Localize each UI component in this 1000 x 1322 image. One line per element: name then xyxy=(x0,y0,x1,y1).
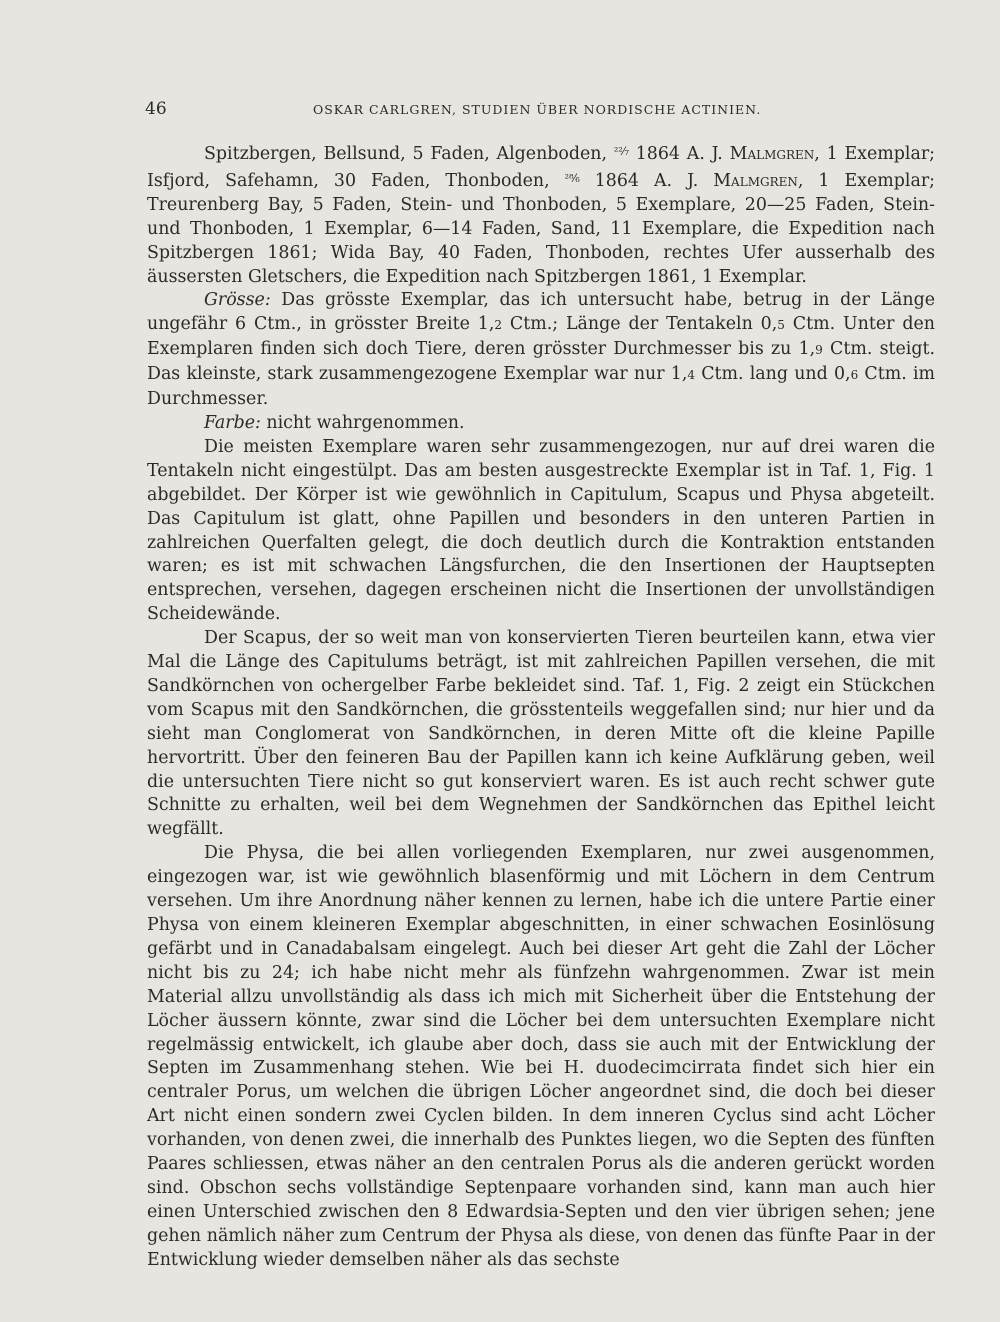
paragraph-physa: Die Physa, die bei allen vorliegenden Exemplaren, nur zwei ausgenommen, eingezogen war, ist wie gewöhnlich blasenförmig und mit Löchern in dem Centrum versehen. Um ihre Anordnung näher kennen zu lernen, habe ich die untere Partie einer Physa von einem kleineren Exemplar abgeschnitten, in einer schwachen Eosinlösung gefärbt und in Canadabalsam eingelegt. Auch bei dieser Art geht die Zahl der Löcher nicht bis zu 24; ich habe nicht mehr als fünfzehn wahrgenommen. Zwar ist mein Material allzu unvollständig als dass ich mich mit Sicherheit über die Entstehung der Löcher äussern könnte, zwar sind die Löcher bei dem untersuchten Exemplare nicht regelmässig entwickelt, ich glaube aber doch, dass sie auch mit der Entwicklung der Septen im Zusammenhang stehen. Wie bei H. duodecimcirrata findet sich hier ein centraler Porus, um welchen die übrigen Löcher angeordnet sind, die doch bei dieser Art nicht einen sondern zwei Cyclen bilden. In dem inneren Cyclus sind acht Löcher vorhanden, von denen zwei, die innerhalb des Punktes liegen, wo die Septen des fünften Paares schliessen, etwas näher an den centralen Porus als die anderen gerückt worden sind. Obschon sechs vollständige Septenpaare vorhanden sind, kann man auch hier einen Unterschied zwischen den 8 Edwardsia-Septen und den vier übrigen sehen; jene gehen nämlich näher zum Centrum der Physa als diese, von denen das fünfte Paar in der Entwicklung wieder demselben näher als das sechste xyxy=(147,843,935,1270)
author-name: Malmgren xyxy=(713,170,798,191)
paragraph-size: Grösse: Das grösste Exemplar, das ich untersucht habe, betrug in der Länge ungefähr 6 Ctm., in grösster Breite 1,2 Ctm.; Länge der Tentakeln 0,5 Ctm. Unter den Exemplaren finden sich doch Tiere, deren grösster Durchmesser bis zu 1,9 Ctm. steigt. Das kleinste, stark zusammengezogene Exemplar war nur 1,4 Ctm. lang und 0,6 Ctm. im Durchmesser. xyxy=(147,290,935,410)
section-label-color: Farbe: xyxy=(204,412,261,433)
paragraph-localities: Spitzbergen, Bellsund, 5 Faden, Algenboden, $^{^{22}⁄_7}$ 1864 A. J. Malmgren, 1 Exemplar; Isfjord, Safehamn, 30 Faden, Thonboden, $^{^{28}⁄_6}$ 1864 A. J. Malmgren, 1 Exemplar; Treurenberg Bay, 5 Faden, Stein- und Thonboden, 5 Exemplare, 20—25 Faden, Stein- und Thonboden, 1 Exemplar, 6—14 Faden, Sand, 11 Exemplare, die Expedition nach Spitzbergen 1861; Wida Bay, 40 Faden, Thonboden, rechtes Ufer ausserhalb des äussersten Gletschers, die Expedition nach Spitzbergen 1861, 1 Exemplar. xyxy=(147,144,936,287)
page-number: 46 xyxy=(145,99,167,119)
paragraph-scapus: Der Scapus, der so weit man von konservierten Tieren beurteilen kann, etwa vier Mal die Länge des Capitulums beträgt, ist mit zahlreichen Papillen versehen, die mit Sandkörnchen von ochergelber Farbe bekleidet sind. Taf. 1, Fig. 2 zeigt ein Stückchen vom Scapus mit den Sandkörnchen, die grösstenteils weggefallen sind; nur hier und da sieht man Conglomerat von Sandkörnchen, in deren Mitte oft die kleine Papille hervortritt. Über den feineren Bau der Papillen kann ich keine Aufklärung geben, weil die untersuchten Tiere nicht so gut konserviert waren. Es ist auch recht schwer gute Schnitte zu erhalten, weil bei dem Wegnehmen der Sandkörnchen das Epithel leicht wegfällt. xyxy=(147,628,935,840)
section-label-size: Grösse: xyxy=(204,290,271,311)
paragraph-color: Farbe: nicht wahrgenommen. xyxy=(204,412,465,433)
running-title: OSKAR CARLGREN, STUDIEN ÜBER NORDISCHE ACTINIEN. xyxy=(313,102,762,117)
body-text xyxy=(147,140,935,1273)
paragraph-body-shape: Die meisten Exemplare waren sehr zusammengezogen, nur auf drei waren die Tentakeln nicht eingestülpt. Das am besten ausgestreckte Exemplar ist in Taf. 1, Fig. 1 abgebildet. Der Körper ist wie gewöhnlich in Capitulum, Scapus und Physa abgeteilt. Das Capitulum ist glatt, ohne Papillen und besonders in den unteren Partien in zahlreichen Querfalten gelegt, die doch deutlich durch die Kontraktion entstanden waren; es ist mit schwachen Längsfurchen, die den Insertionen der Hauptsepten entsprechen, versehen, dagegen erscheinen nicht die Insertionen der unvollständigen Scheidewände. xyxy=(147,436,935,625)
page-header xyxy=(145,99,935,123)
author-name: Malmgren xyxy=(729,144,815,164)
date-fraction: ²²⁄₇ xyxy=(613,145,629,158)
date-fraction: ²⁸⁄₆ xyxy=(564,171,580,185)
